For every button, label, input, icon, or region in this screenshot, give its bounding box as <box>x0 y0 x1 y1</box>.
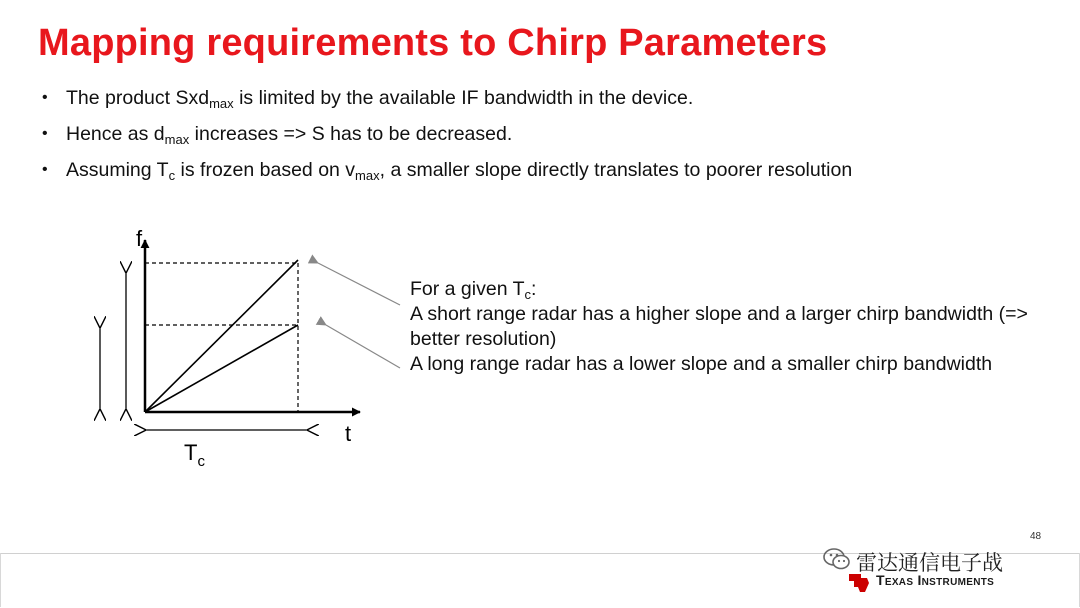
wechat-icon <box>822 546 852 572</box>
watermark-brand: 雷达通信电子战 <box>856 551 1003 575</box>
annotation-line: A short range radar has a higher slope and a larger chirp bandwidth (=> <box>410 303 1028 325</box>
company-name: Texas Instruments <box>876 572 995 588</box>
annotation-text <box>410 277 1070 377</box>
bullet-item: • The product Sxd$_{max}$ is limited by the available IF bandwidth in the device. <box>42 80 852 116</box>
slide-title: Mapping requirements to Chirp Parameters <box>38 22 828 64</box>
pointer-line <box>318 263 400 305</box>
ti-logo-icon <box>846 571 872 595</box>
y-axis-label: f <box>136 226 143 251</box>
annotation-line: A long range radar has a lower slope and a smaller chirp bandwidth <box>410 353 993 375</box>
pointer-line <box>326 325 400 368</box>
bullet-item: • Assuming $T_c$ is frozen based on $v_{max}$, a smaller slope directly translates to poorer resolution <box>42 152 852 188</box>
annotation-line: better resolution) <box>410 328 557 350</box>
bullet-item: • Hence as $d_{max}$ increases => S has to be decreased. <box>42 116 852 152</box>
annotation-line: For a given $T_c$: <box>410 278 537 302</box>
page-number: 48 <box>1030 531 1042 542</box>
period-label: $T_c$ <box>184 440 205 470</box>
long-range-chirp <box>145 325 298 412</box>
x-axis-label: t <box>345 421 352 446</box>
short-range-chirp <box>145 260 298 412</box>
